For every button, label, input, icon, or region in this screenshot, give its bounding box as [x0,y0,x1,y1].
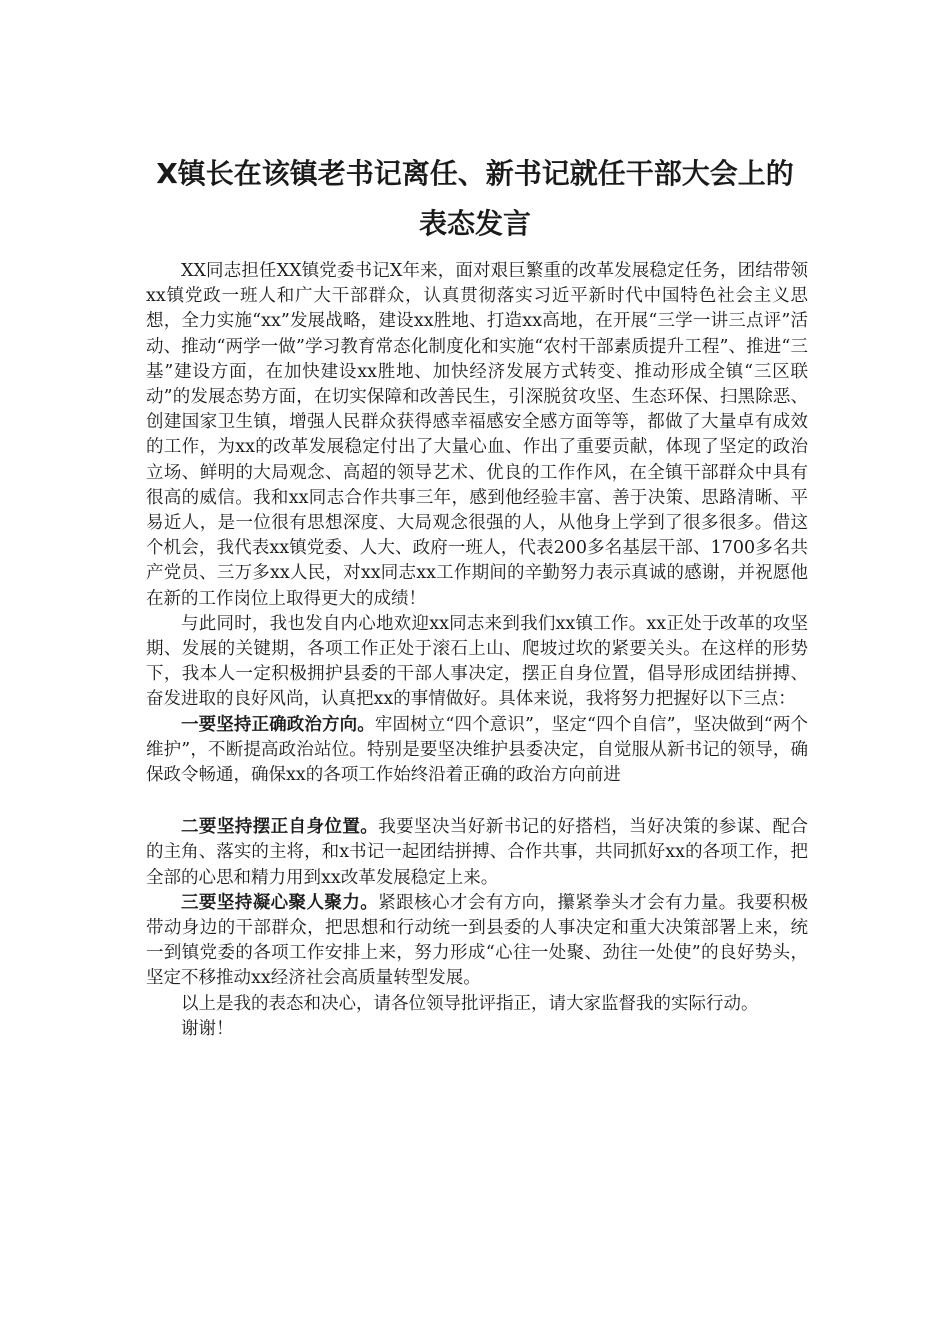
document-title-line-2: 表态发言 [418,207,531,240]
paragraph-point-two [146,815,808,891]
paragraph-thanks: 谢谢！ [181,1018,234,1039]
point-three-heading: 三要坚持凝心聚人聚力。 [181,892,379,913]
paragraph-point-one [146,713,808,789]
paragraph-point-three [146,891,808,992]
paragraph-closing: 以上是我的表态和决心，请各位领导批评指正，请大家监督我的实际行动。 [181,993,759,1014]
paragraph-tribute: XX同志担任XX镇党委书记X年来，面对艰巨繁重的改革发展稳定任务，团结带领xx镇党政一班人和广大干部群众，认真贯彻落实习近平新时代中国特色社会主义思想，全力实施“xx”发展战略，建设xx胜地、打造xx高地，在开展“三学一讲三点评”活动、推动“两学一做”学习教育常态化制度化和实施“农村干部素质提升工程”、推进“三基”建设方面，在加快建设xx胜地、加快经济发展方式转变、推动形成全镇“三区联动”的发展态势方面，在切实保障和改善民生，引深脱贫攻坚、生态环保、扫黑除恶、创建国家卫生镇，增强人民群众获得感幸福感安全感方面等等，都做了大量卓有成效的工作，为xx的改革发展稳定付出了大量心血、作出了重要贡献，体现了坚定的政治立场、鲜明的大局观念、高超的领导艺术、优良的工作作风，在全镇干部群众中具有很高的威信。我和xx同志合作共事三年，感到他经验丰富、善于决策、思路清晰、平易近人，是一位很有思想深度、大局观念很强的人，从他身上学到了很多很多。借这个机会，我代表xx镇党委、人大、政府一班人，代表200多名基层干部、1700多名共产党员、三万多xx人民，对xx同志xx工作期间的辛勤努力表示真诚的感谢，并祝愿他在新的工作岗位上取得更大的成绩！ [146,261,808,609]
paragraph-welcome: 与此同时，我也发自内心地欢迎xx同志来到我们xx镇工作。xx正处于改革的攻坚期、发展的关键期，各项工作正处于滚石上山、爬坡过坎的紧要关头。在这样的形势下，我本人一定积极拥护县委的干部人事决定，摆正自身位置，倡导形成团结拼搏、奋发进取的良好风尚，认真把xx的事情做好。具体来说，我将努力把握好以下三点： [146,613,808,710]
point-one-heading: 一要坚持正确政治方向。 [181,714,375,735]
document-title-line-1: X镇长在该镇老书记离任、新书记就任干部大会上的 [156,157,794,190]
point-two-heading: 二要坚持摆正自身位置。 [181,817,379,838]
document-body [146,259,808,1042]
point-one-text: 牢固树立“四个意识”，坚定“四个自信”，坚决做到“两个维护”，不断提高政治站位。特别是要坚决维护县委决定，自觉服从新书记的领导，确保政令畅通，确保xx的各项工作始终沿着正确的政治方向前进 [146,714,809,786]
point-three-text: 紧跟核心才会有方向，攥紧拳头才会有力量。我要积极带动身边的干部群众，把思想和行动统一到县委的人事决定和重大决策部署上来，统一到镇党委的各项工作安排上来，努力形成“心往一处聚、劲往一处使”的良好势头，坚定不移推动xx经济社会高质量转型发展。 [146,892,809,989]
point-two-text: 我要坚决当好新书记的好搭档，当好决策的参谋、配合的主角、落实的主将，和x书记一起团结拼搏、合作共事，共同抓好xx的各项工作，把全部的心思和精力用到xx改革发展稳定上来。 [146,817,809,888]
